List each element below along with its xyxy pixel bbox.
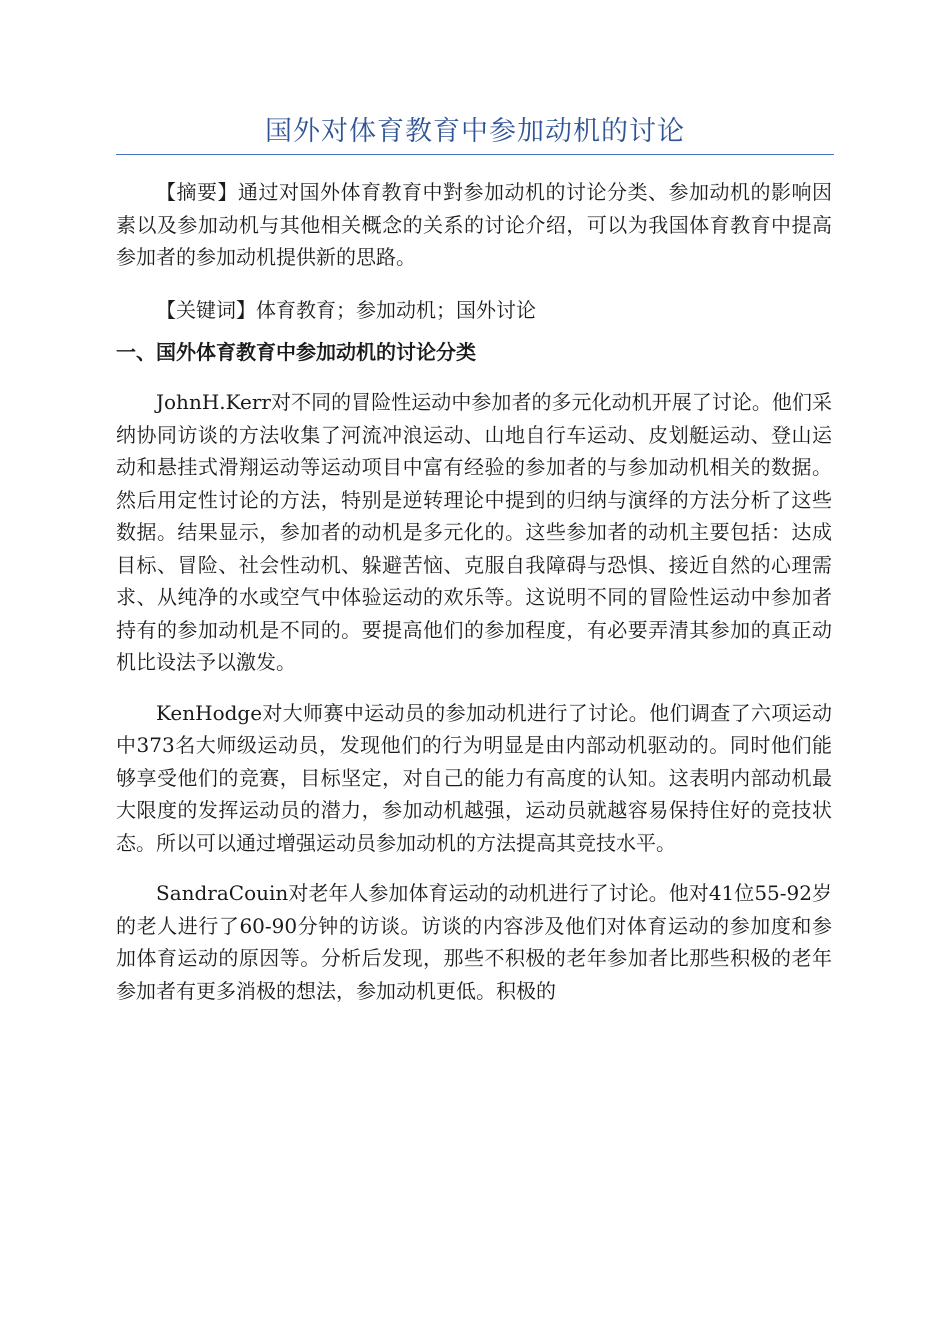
body-paragraph-3: SandraCouin对老年人参加体育运动的动机进行了讨论。他对41位55-92岁的老人进行了60-90分钟的访谈。访谈的内容涉及他们对体育运动的参加度和参加体育运动的原因等。分析后发现，那些不积极的老年参加者比那些积极的老年参加者有更多消极的想法，参加动机更低。积极的 [116, 881, 832, 1003]
body-paragraph-2: KenHodge对大师赛中运动员的参加动机进行了讨论。他们调查了六项运动中373名大师级运动员，发现他们的行为明显是由内部动机驱动的。同时他们能够享受他们的竞赛，目标坚定，对自己的能力有高度的认知。这表明内部动机最大限度的发挥运动员的潜力，参加动机越强，运动员就越容易保持住好的竞技状态。所以可以通过增强运动员参加动机的方法提高其竞技水平。 [116, 700, 832, 855]
section-heading: 一、国外体育教育中参加动机的讨论分类 [116, 340, 476, 364]
document-body [116, 176, 832, 1025]
abstract-paragraph: 【摘要】通过对国外体育教育中對参加动机的讨论分类、参加动机的影响因素以及参加动机与其他相关概念的关系的讨论介绍，可以为我国体育教育中提高参加者的参加动机提供新的思路。 [116, 180, 832, 269]
keywords-paragraph: 【关键词】体育教育；参加动机；国外讨论 [156, 297, 536, 322]
title-underline [116, 154, 834, 155]
body-paragraph-1: JohnH.Kerr对不同的冒险性运动中参加者的多元化动机开展了讨论。他们采纳协同访谈的方法收集了河流冲浪运动、山地自行车运动、皮划艇运动、登山运动和悬挂式滑翔运动等运动项目中富有经验的参加者的与参加动机相关的数据。然后用定性讨论的方法，特别是逆转理论中提到的归纳与演绎的方法分析了这些数据。结果显示，参加者的动机是多元化的。这些参加者的动机主要包括：达成目标、冒险、社会性动机、躲避苦恼、克服自我障碍与恐惧、接近自然的心理需求、从纯净的水或空气中体验运动的欢乐等。这说明不同的冒险性运动中参加者持有的参加动机是不同的。要提高他们的参加程度，有必要弄清其参加的真正动机比设法予以激发。 [116, 390, 832, 674]
document-title: 国外对体育教育中参加动机的讨论 [265, 116, 685, 147]
